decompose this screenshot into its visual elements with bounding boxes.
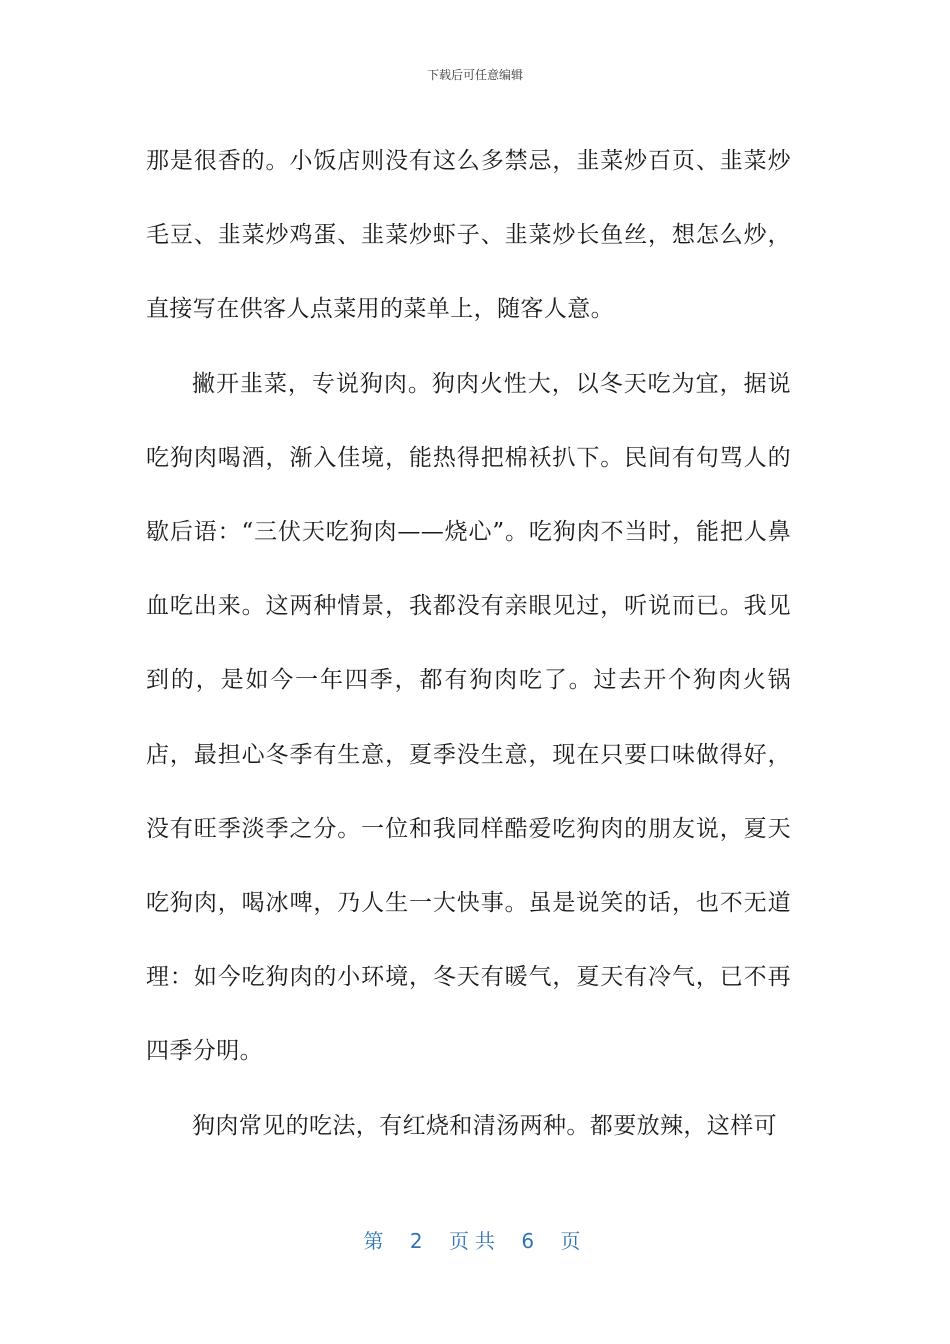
document-body xyxy=(146,124,791,1163)
paragraph-cooking-methods: 狗肉常见的吃法，有红烧和清汤两种。都要放辣，这样可 xyxy=(192,1112,777,1139)
paragraph-dog-meat: 撇开韭菜，专说狗肉。狗肉火性大，以冬天吃为宜，据说吃狗肉喝酒，渐入佳境，能热得把棉袄扒下。民间有句骂人的歇后语：“三伏天吃狗肉——烧心”。吃狗肉不当时，能把人鼻血吃出来。这两种情景，我都没有亲眼见过，听说而已。我见到的，是如今一年四季，都有狗肉吃了。过去开个狗肉火锅店，最担心冬季有生意，夏季没生意，现在只要口味做得好，没有旺季淡季之分。一位和我同样酷爱吃狗肉的朋友说，夏天吃狗肉，喝冰啤，乃人生一大快事。虽是说笑的话，也不无道理：如今吃狗肉的小环境，冬天有暖气，夏天有冷气，已不再四季分明。 xyxy=(146,370,791,1065)
paragraph-continued: 那是很香的。小饭店则没有这么多禁忌，韭菜炒百页、韭菜炒毛豆、韭菜炒鸡蛋、韭菜炒虾子、韭菜炒长鱼丝，想怎么炒，直接写在供客人点菜用的菜单上，随客人意。 xyxy=(146,148,791,323)
page-number-footer: 第 2 页共 6 页 xyxy=(363,1229,587,1253)
page-header: 下载后可任意编辑 xyxy=(426,68,523,82)
